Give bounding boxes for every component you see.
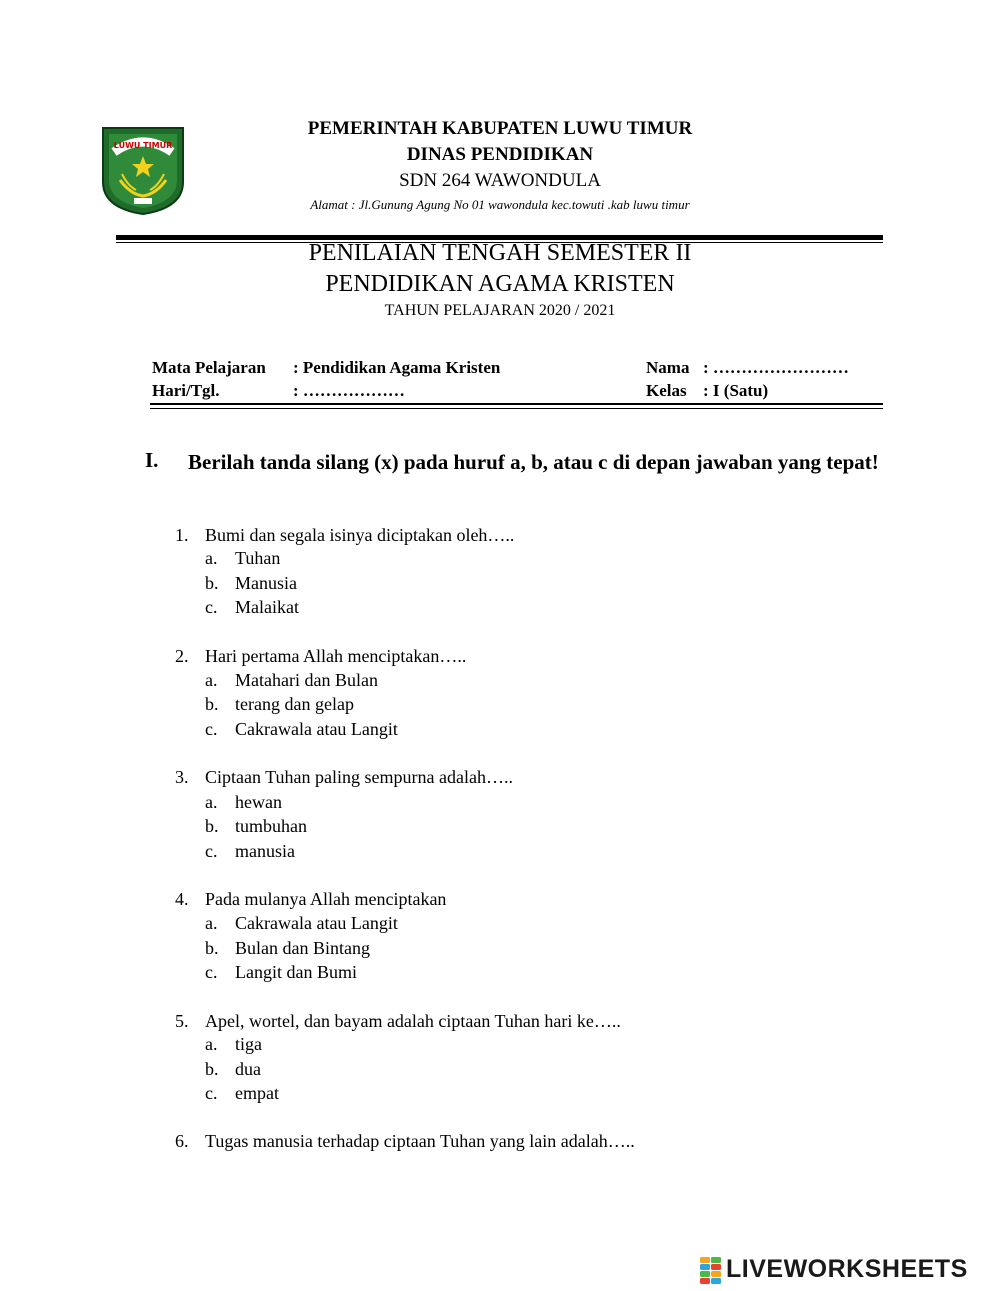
option-text[interactable]: Langit dan Bumi	[235, 962, 357, 982]
option-text[interactable]: Matahari dan Bulan	[235, 670, 378, 690]
info-divider-thin	[150, 408, 883, 409]
question-text: Bumi dan segala isinya diciptakan oleh…..	[205, 525, 515, 545]
option-text[interactable]: Manusia	[235, 573, 297, 593]
liveworksheets-wordmark: LIVEWORKSHEETS	[726, 1255, 968, 1283]
option-letter[interactable]: b.	[205, 816, 219, 836]
name-value[interactable]: : ……………………	[703, 358, 849, 377]
exam-title: PENILAIAN TENGAH SEMESTER II	[308, 240, 692, 266]
option-text[interactable]: tumbuhan	[235, 816, 307, 836]
option-letter[interactable]: b.	[205, 938, 219, 958]
info-divider-thick	[150, 403, 883, 405]
option-letter[interactable]: c.	[205, 597, 218, 617]
option-letter[interactable]: c.	[205, 962, 218, 982]
name-label: Nama	[646, 358, 690, 377]
option-text[interactable]: dua	[235, 1059, 261, 1079]
question-number: 5.	[175, 1011, 189, 1031]
option-letter[interactable]: b.	[205, 1059, 219, 1079]
liveworksheets-brand[interactable]	[700, 1256, 996, 1286]
government-heading: PEMERINTAH KABUPATEN LUWU TIMUR	[307, 118, 693, 139]
school-address: Alamat : Jl.Gunung Agung No 01 wawondula kec.towuti .kab luwu timur	[310, 197, 690, 212]
question-text: Hari pertama Allah menciptakan…..	[205, 646, 467, 666]
date-label: Hari/Tgl.	[152, 381, 220, 400]
question-number: 3.	[175, 767, 189, 787]
option-letter[interactable]: b.	[205, 694, 219, 714]
option-letter[interactable]: a.	[205, 913, 218, 933]
option-text[interactable]: tiga	[235, 1034, 262, 1054]
option-letter[interactable]: b.	[205, 573, 219, 593]
question-number: 4.	[175, 889, 189, 909]
question-number: 1.	[175, 525, 189, 545]
academic-year: TAHUN PELAJARAN 2020 / 2021	[384, 302, 616, 319]
option-text[interactable]: empat	[235, 1083, 279, 1103]
option-text[interactable]: Cakrawala atau Langit	[235, 913, 398, 933]
department-heading: DINAS PENDIDIKAN	[406, 144, 594, 165]
question-text: Pada mulanya Allah menciptakan	[205, 889, 447, 909]
exam-subject-title: PENDIDIKAN AGAMA KRISTEN	[325, 271, 675, 297]
option-text[interactable]: terang dan gelap	[235, 694, 354, 714]
section-instruction: Berilah tanda silang (x) pada huruf a, b, atau c di depan jawaban yang tepat!	[188, 450, 879, 474]
district-logo	[100, 124, 186, 216]
question-text: Apel, wortel, dan bayam adalah ciptaan Tuhan hari ke…..	[205, 1011, 621, 1031]
question-text: Ciptaan Tuhan paling sempurna adalah…..	[205, 767, 513, 787]
option-letter[interactable]: c.	[205, 719, 218, 739]
class-value: : I (Satu)	[703, 381, 769, 400]
option-text[interactable]: Cakrawala atau Langit	[235, 719, 398, 739]
option-text[interactable]: hewan	[235, 792, 282, 812]
option-letter[interactable]: c.	[205, 841, 218, 861]
option-text[interactable]: Malaikat	[235, 597, 299, 617]
option-letter[interactable]: a.	[205, 792, 218, 812]
question-text: Tugas manusia terhadap ciptaan Tuhan yang lain adalah…..	[205, 1131, 635, 1151]
svg-text:LUWU TIMUR: LUWU TIMUR	[113, 141, 173, 150]
section-number: I.	[145, 448, 159, 472]
option-letter[interactable]: a.	[205, 670, 218, 690]
option-text[interactable]: Tuhan	[235, 548, 281, 568]
option-letter[interactable]: a.	[205, 1034, 218, 1054]
class-label: Kelas	[646, 381, 687, 400]
date-value[interactable]: : ………………	[293, 381, 405, 400]
question-number: 6.	[175, 1131, 189, 1151]
liveworksheets-logo-icon	[700, 1257, 722, 1285]
question-number: 2.	[175, 646, 189, 666]
option-letter[interactable]: a.	[205, 548, 218, 568]
option-text[interactable]: manusia	[235, 841, 295, 861]
option-text[interactable]: Bulan dan Bintang	[235, 938, 370, 958]
school-name: SDN 264 WAWONDULA	[399, 170, 601, 191]
subject-label: Mata Pelajaran	[152, 358, 266, 377]
option-letter[interactable]: c.	[205, 1083, 218, 1103]
subject-value: : Pendidikan Agama Kristen	[293, 358, 501, 377]
